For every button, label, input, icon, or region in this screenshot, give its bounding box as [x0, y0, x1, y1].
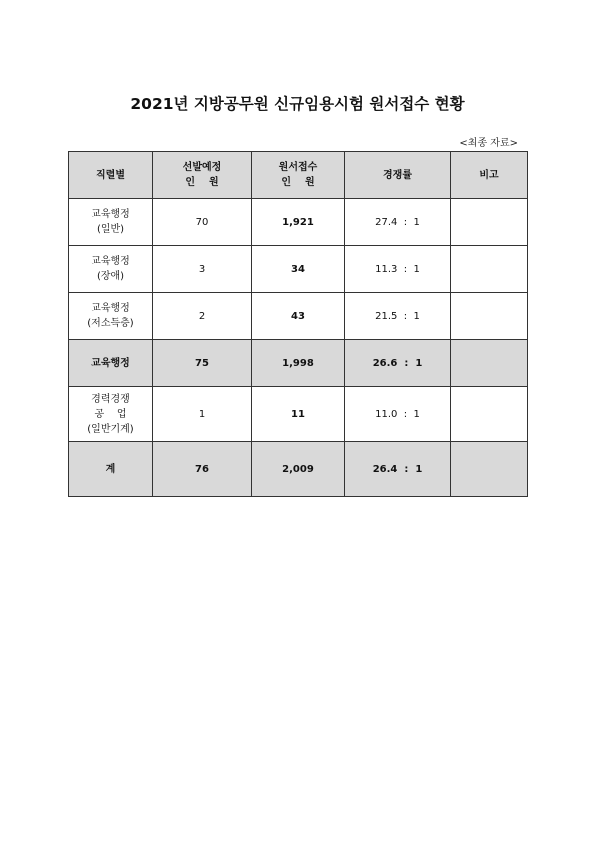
cell-rate: 21.5 : 1	[345, 293, 451, 340]
cell-applicants: 43	[252, 293, 345, 340]
cell-applicants: 34	[252, 246, 345, 293]
applications-table	[68, 151, 528, 497]
source-note: <최종 자료>	[459, 138, 518, 149]
cell-note	[451, 293, 528, 340]
cell-rate: 27.4 : 1	[345, 199, 451, 246]
cell-category: 교육행정 (장애)	[69, 246, 153, 293]
header-rate: 경쟁률	[345, 152, 451, 199]
table-row	[69, 199, 528, 246]
cell-category: 교육행정	[69, 340, 153, 387]
table-row-total	[69, 442, 528, 497]
table-header-row	[69, 152, 528, 199]
cell-applicants: 1,921	[252, 199, 345, 246]
cell-note	[451, 246, 528, 293]
table-row	[69, 387, 528, 442]
cell-note	[451, 199, 528, 246]
cell-planned: 75	[153, 340, 252, 387]
cell-applicants: 2,009	[252, 442, 345, 497]
cell-category: 경력경쟁 공 업 (일반기계)	[69, 387, 153, 442]
cell-planned: 1	[153, 387, 252, 442]
cell-category: 계	[69, 442, 153, 497]
cell-planned: 70	[153, 199, 252, 246]
header-applicants: 원서접수 인 원	[252, 152, 345, 199]
cell-note	[451, 387, 528, 442]
cell-planned: 2	[153, 293, 252, 340]
page-title: 2021년 지방공무원 신규임용시험 원서접수 현황	[130, 95, 465, 113]
header-planned: 선발예정 인 원	[153, 152, 252, 199]
cell-note	[451, 340, 528, 387]
cell-rate: 11.3 : 1	[345, 246, 451, 293]
header-category: 직렬별	[69, 152, 153, 199]
cell-applicants: 11	[252, 387, 345, 442]
cell-rate: 26.4 : 1	[345, 442, 451, 497]
cell-category: 교육행정 (일반)	[69, 199, 153, 246]
cell-planned: 76	[153, 442, 252, 497]
table-row	[69, 293, 528, 340]
cell-rate: 26.6 : 1	[345, 340, 451, 387]
cell-category: 교육행정 (저소득층)	[69, 293, 153, 340]
table-row	[69, 246, 528, 293]
cell-applicants: 1,998	[252, 340, 345, 387]
cell-planned: 3	[153, 246, 252, 293]
header-note: 비고	[451, 152, 528, 199]
cell-note	[451, 442, 528, 497]
table-row-subtotal	[69, 340, 528, 387]
cell-rate: 11.0 : 1	[345, 387, 451, 442]
